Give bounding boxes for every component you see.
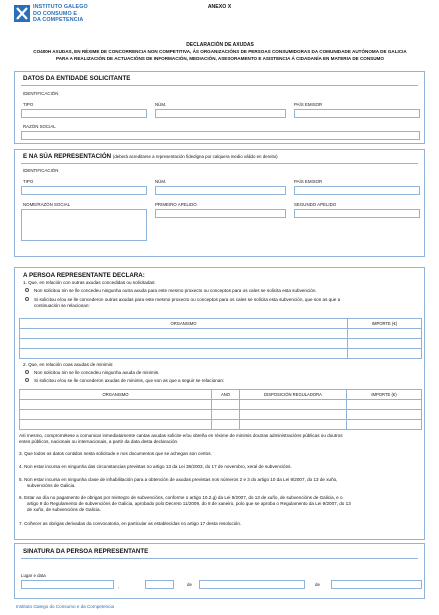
table-row[interactable] — [20, 329, 422, 339]
section-sinatura — [14, 543, 425, 599]
item-1: 1. Que, en relación con outras axudas concedidas ou solicitadas: — [23, 280, 156, 285]
divider — [21, 85, 418, 86]
divider — [21, 163, 418, 164]
section-note: (deberá acreditarse a representación fidedigna por calquera medio válido en dereito) — [112, 154, 278, 159]
table-cell[interactable] — [20, 339, 348, 349]
table-row[interactable] — [20, 400, 422, 410]
apelido2-field[interactable] — [294, 209, 420, 218]
compromise-line2: entes públicos, nacionais ou internacionais, a partir da data desta declaración. — [19, 439, 179, 444]
table-cell[interactable] — [20, 329, 348, 339]
table-cell[interactable] — [212, 410, 240, 420]
radio-non-solicitou[interactable] — [25, 288, 29, 292]
identificacion-label: IDENTIFICACIÓN — [23, 91, 59, 96]
item-6-line2: artigo 9 do Regulamento de subvencións de Galicia, aprobado polo Decreto 11/2009, do 8 de xaneiro, polo que se aproba o Regulamento da Lei 9/2007, do 13 — [27, 501, 351, 506]
month-field[interactable] — [199, 580, 305, 589]
item-2: 2. Que, en relación coas axudas de minimis: — [23, 362, 114, 367]
radio-si-minimis[interactable] — [25, 378, 29, 382]
table-row[interactable] — [20, 339, 422, 349]
table-row[interactable] — [20, 349, 422, 359]
opt-2a: Non solicitou nin se lle concedeu ningunha axuda de minimis. — [34, 369, 160, 375]
section-title — [23, 153, 278, 160]
pais-label: PAÍS EMISOR — [294, 179, 323, 184]
table-cell[interactable] — [212, 400, 240, 410]
apelido1-label: PRIMEIRO APELIDO — [155, 202, 197, 207]
section-title: A PERSOA REPRESENTANTE DECLARA: — [23, 272, 145, 279]
document-subtitle-1: CO400H AXUDAS, EN RÉXIME DE CONCORRENCIA NON COMPETITIVA, ÁS ORGANIZACIÓNS DE PERSOAS CONSUMIDORAS DA COMUNIDADE AUTÓNOMA DE GALICIA — [33, 49, 407, 54]
num-label: NÚM. — [155, 102, 167, 107]
table-cell[interactable] — [20, 410, 212, 420]
col-ano: ANO — [212, 390, 240, 400]
col-importe: IMPORTE (€) — [348, 319, 422, 329]
col-disposicion: DISPOSICIÓN REGULADORA — [240, 390, 347, 400]
table-cell[interactable] — [347, 410, 422, 420]
section-title: SINATURA DA PERSOA REPRESENTANTE — [23, 548, 149, 555]
table-row[interactable] — [20, 420, 422, 430]
lugar-data-label: Lugar e data — [21, 573, 46, 578]
table-cell[interactable] — [347, 400, 422, 410]
table-cell[interactable] — [347, 420, 422, 430]
tipo-label: TIPO — [23, 102, 34, 107]
pais-field[interactable] — [294, 109, 420, 118]
table-header-row — [20, 390, 422, 400]
logo-line-2: DO CONSUMO E — [33, 10, 78, 17]
tipo-field[interactable] — [21, 109, 147, 118]
document-subtitle-2: PARA A REALIZACIÓN DE ACTUACIÓNS DE INFORMACIÓN, MEDIACIÓN, ASESORAMENTO E ASISTENCIA Á CIDADANÍA EN MATERIA DE CONSUMO — [56, 56, 384, 61]
apelido1-field[interactable] — [155, 209, 286, 218]
opt-1a: Non solicitou nin se lle concedeu ningunha outra axuda para este mesmo proxecto ou conceptos para os cales se solicita esta subvención. — [34, 287, 317, 293]
tipo-field[interactable] — [21, 186, 147, 195]
nome-field[interactable] — [21, 209, 147, 241]
section-entidade — [14, 71, 425, 144]
comma-separator: , — [118, 584, 120, 589]
opt-2b: Si solicitou e/ou se lle concederon axudas de minimis, que son as que a seguir se relacionan: — [34, 377, 225, 383]
num-field[interactable] — [155, 186, 286, 195]
pais-field[interactable] — [294, 186, 420, 195]
annex-label: ANEXO X — [207, 4, 232, 10]
identificacion-label: IDENTIFICACIÓN — [23, 168, 59, 173]
col-importe: IMPORTE (€) — [347, 390, 422, 400]
section-declara — [14, 267, 425, 540]
radio-si-solicitou[interactable] — [25, 297, 29, 301]
item-3: 3. Que todos os datos contidos nesta solicitude e nos documentos que se achegan son certos. — [19, 451, 212, 456]
num-label: NÚM. — [155, 179, 167, 184]
logo-line-3: DA COMPETENCIA — [33, 17, 84, 23]
item-4: 4. Non estar incursa en ningunha das circunstancias previstas no artigo 13 da Lei 38/2003, do 17 de novembro, xeral de subvencións. — [19, 464, 292, 469]
divider — [21, 558, 418, 559]
table-cell[interactable] — [240, 400, 347, 410]
nome-label: NOME/RAZÓN SOCIAL — [23, 202, 71, 207]
day-field[interactable] — [145, 580, 174, 589]
de-label-1: de — [187, 582, 192, 587]
item-5-line1: 5. Non estar incursa en ningunha clase de inhabilitación para a obtención de axudas previstas nos números 2 e 3 do artigo 10 da Lei 9/2007, do 13 de xuño, — [19, 477, 338, 482]
table-cell[interactable] — [348, 339, 422, 349]
item-5-line2: subvencións de Galicia. — [27, 483, 76, 488]
opt-1b-line2: continuación se relacionan: — [34, 302, 90, 308]
opt-1b-line1: Si solicitou e/ou se lle concederon outras axudas para este mesmo proxecto ou conceptos para os cales se solicita esta subvención, que son as que a — [34, 296, 341, 302]
table-cell[interactable] — [348, 329, 422, 339]
item-7: 7. Coñecer as obrigas derivadas da convocatoria, en particular as establecidas no artigo 17 desta resolución. — [19, 521, 242, 526]
col-organismo: ORGANISMO — [20, 390, 212, 400]
document-title: DECLARACIÓN DE AXUDAS — [186, 42, 254, 48]
item-6-line3: de xuño, de subvencións de Galicia. — [27, 507, 101, 512]
razon-social-field[interactable] — [21, 131, 420, 140]
num-field[interactable] — [155, 109, 286, 118]
year-field[interactable] — [331, 580, 422, 589]
section-representacion — [14, 149, 425, 257]
razon-social-label: RAZÓN SOCIAL — [23, 124, 56, 129]
table-cell[interactable] — [240, 420, 347, 430]
section-title: DATOS DA ENTIDADE SOLICITANTE — [23, 75, 131, 82]
table-cell[interactable] — [212, 420, 240, 430]
pais-label: PAÍS EMISOR — [294, 102, 323, 107]
table-cell[interactable] — [20, 400, 212, 410]
radio-non-minimis[interactable] — [25, 370, 29, 374]
table-cell[interactable] — [20, 420, 212, 430]
lugar-field[interactable] — [21, 580, 114, 589]
table-cell[interactable] — [348, 349, 422, 359]
col-organismo: ORGANISMO — [20, 319, 348, 329]
table-row[interactable] — [20, 410, 422, 420]
footer-text: Instituto Galego do Consumo e da Competencia — [16, 604, 115, 609]
minimis-table — [19, 389, 422, 430]
logo-line-1: INSTITUTO GALEGO — [33, 4, 88, 10]
section-title-text: E NA SÚA REPRESENTACIÓN — [23, 153, 112, 160]
item-6-line1: 6. Estar ao día no pagamento de obrigas por reintegro de subvencións, conforme o artigo 10.2.g) da Lei 9/2007, do 13 de xuño, de subvencións de Galicia, e o — [19, 495, 343, 500]
outras-axudas-table — [19, 318, 422, 359]
tipo-label: TIPO — [23, 179, 34, 184]
table-cell[interactable] — [240, 410, 347, 420]
de-label-2: de — [315, 582, 320, 587]
compromise-line1: Así mesmo, comprométese a comunicar inmediatamente cantas axudas solicite e/ou obteña en réxime de minimis doutras administracións públicas ou doutros — [19, 433, 343, 438]
table-header-row — [20, 319, 422, 329]
apelido2-label: SEGUNDO APELIDO — [294, 202, 337, 207]
table-cell[interactable] — [20, 349, 348, 359]
